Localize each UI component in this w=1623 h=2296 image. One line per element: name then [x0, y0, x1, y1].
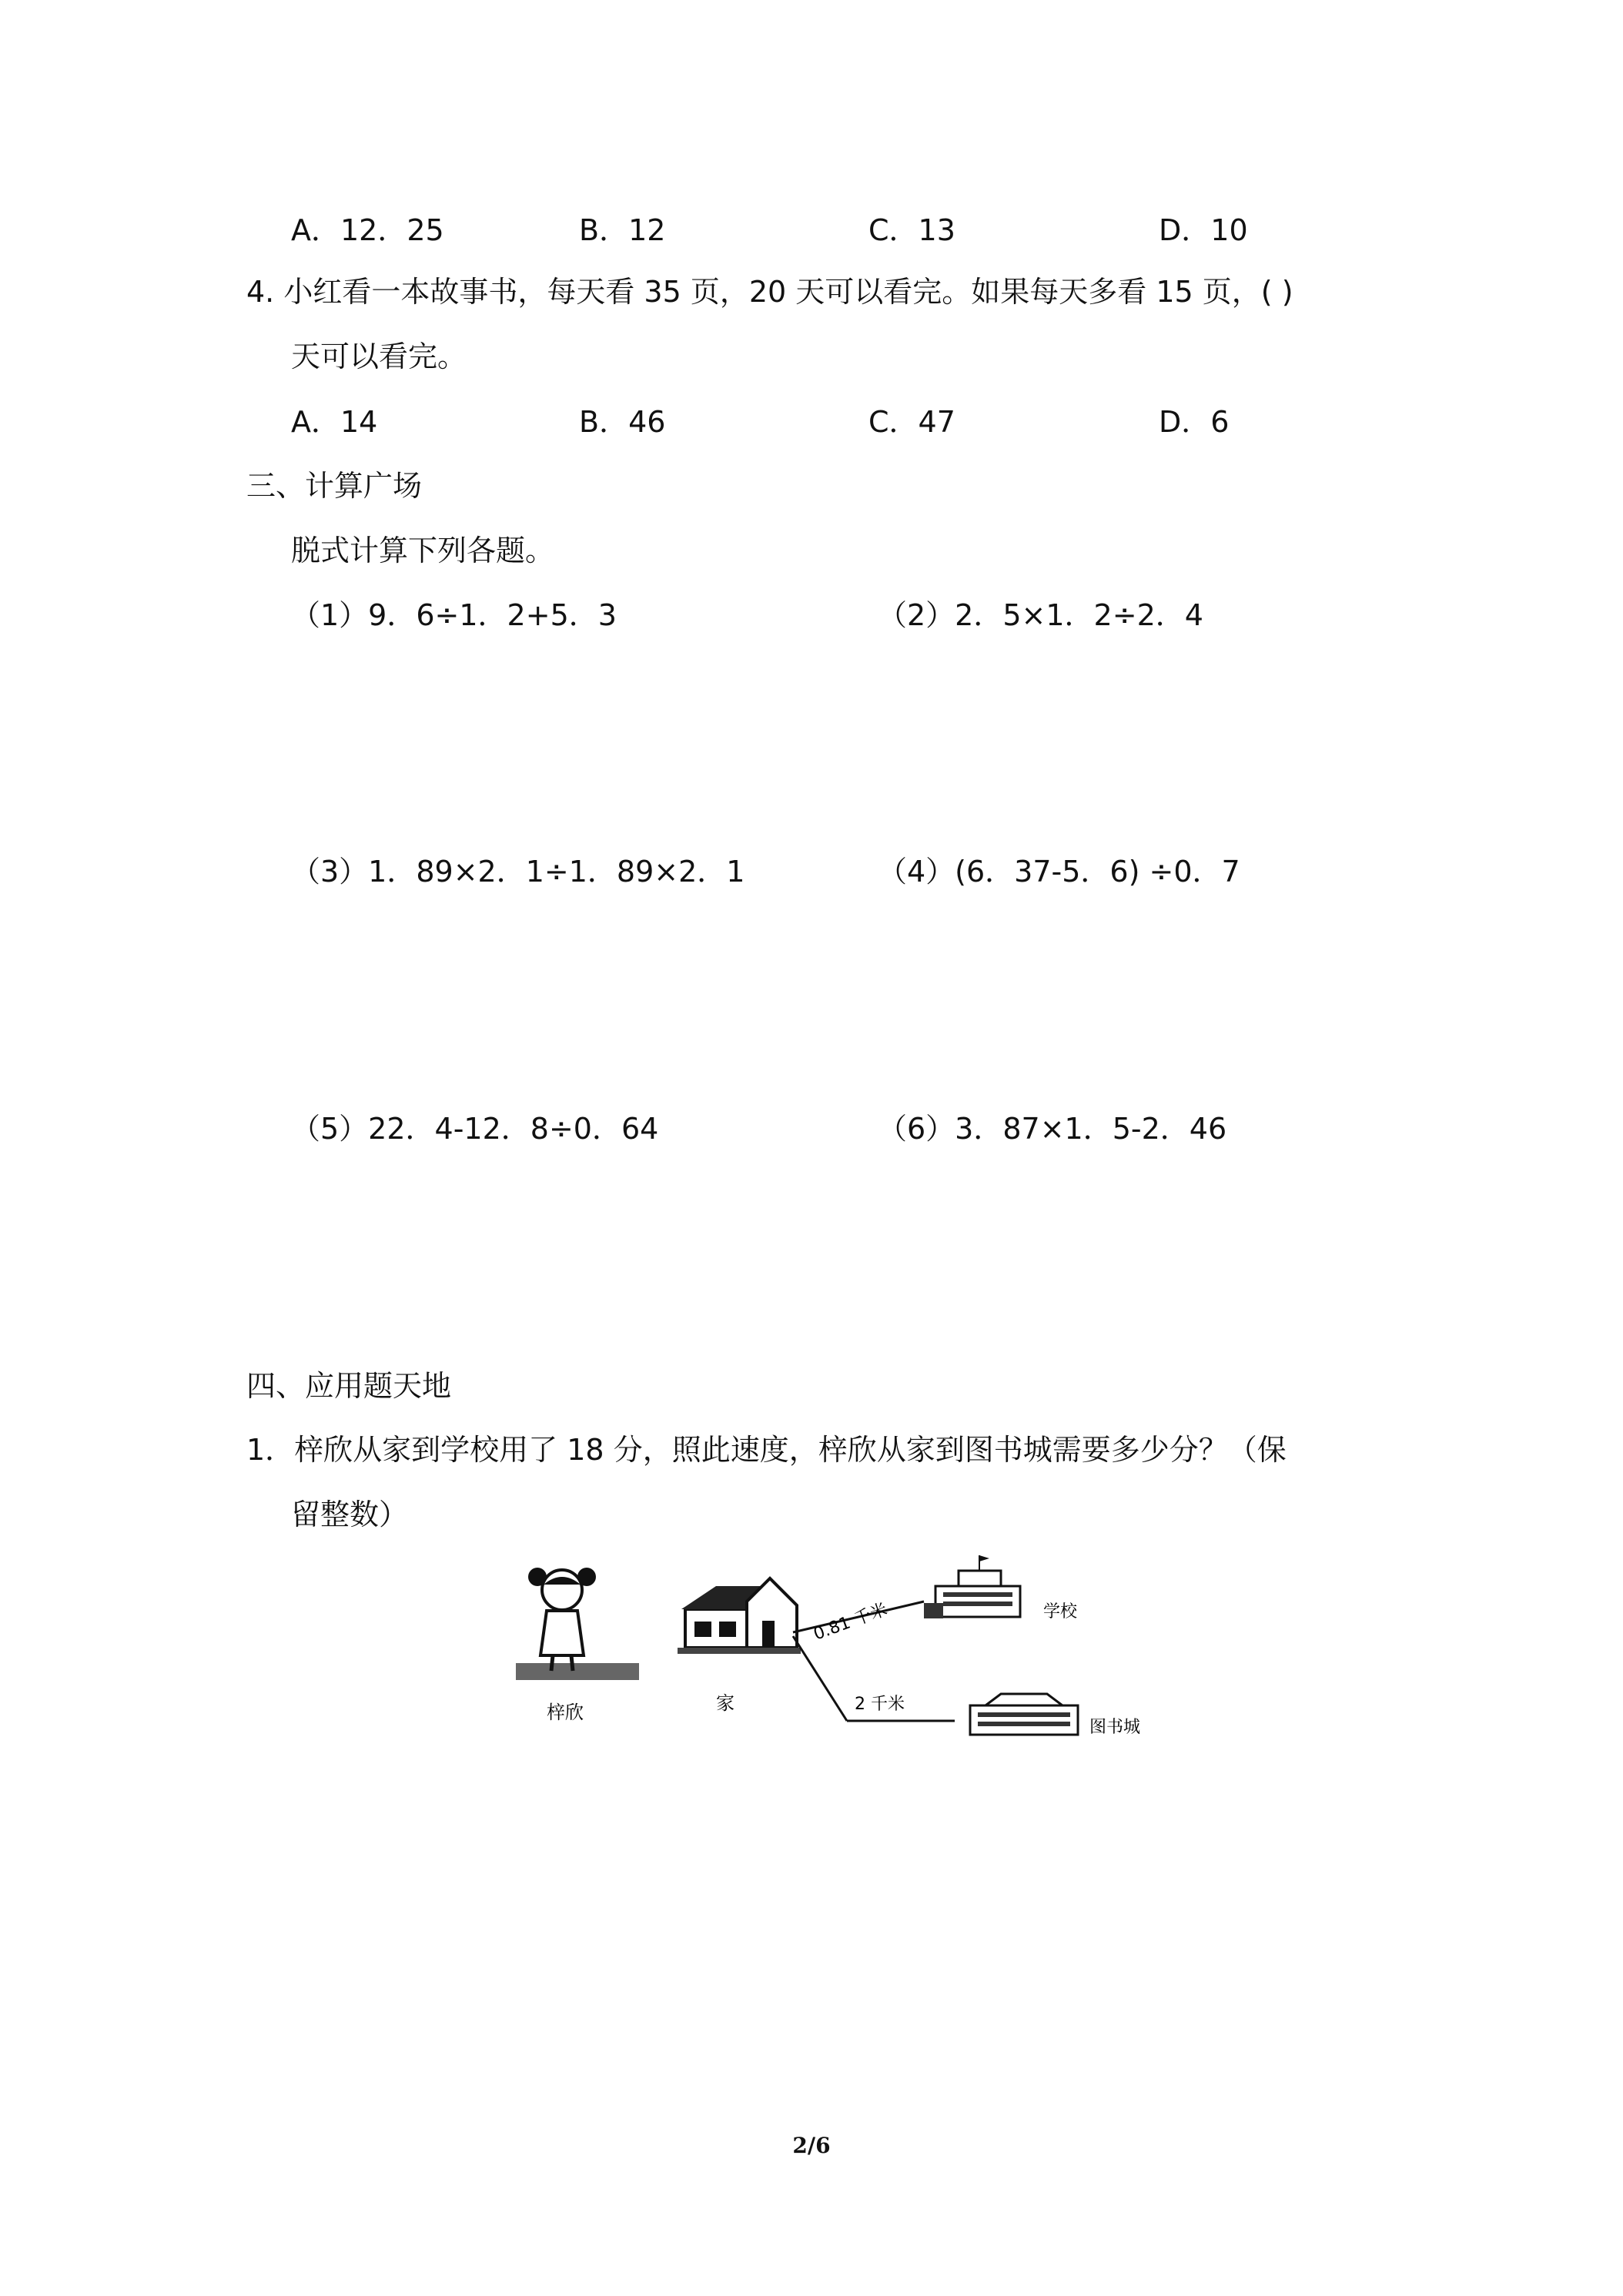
option-d: D．6: [1159, 405, 1230, 439]
problem-3: （3）1．89×2．1÷1．89×2．1: [291, 855, 745, 889]
problem-2: （2）2．5×1．2÷2．4: [878, 598, 1203, 632]
option-b: B．12: [579, 213, 666, 247]
problem-6: （6）3．87×1．5-2．46: [878, 1112, 1227, 1146]
problem-5: （5）22．4-12．8÷0．64: [291, 1112, 659, 1146]
option-c: C．47: [868, 405, 955, 439]
section-title: 四、应用题天地: [246, 1369, 452, 1403]
question-1-text: 1．梓欣从家到学校用了 18 分，照此速度，梓欣从家到图书城需要多少分？（保: [246, 1433, 1287, 1467]
library-illustration: [970, 1694, 1078, 1735]
girl-label: 梓欣: [547, 1702, 584, 1723]
route-figure: [493, 1548, 1155, 1755]
library-label: 图书城: [1089, 1718, 1141, 1737]
option-d: D．10: [1159, 213, 1248, 247]
school-distance: 0.81 千米: [811, 1599, 891, 1645]
section-instruction: 脱式计算下列各题。: [291, 534, 555, 567]
home-label: 家: [716, 1692, 735, 1714]
option-c: C．13: [868, 213, 955, 247]
problem-1: （1）9．6÷1．2+5．3: [291, 598, 617, 632]
question-4-text-cont: 天可以看完。: [291, 340, 467, 373]
question-1-text-cont: 留整数）: [291, 1498, 409, 1531]
library-distance: 2 千米: [855, 1695, 905, 1714]
option-a: A．12．25: [291, 213, 444, 247]
school-label: 学校: [1043, 1602, 1078, 1622]
option-b: B．46: [579, 405, 666, 439]
house-illustration: [678, 1578, 801, 1654]
section-title: 三、计算广场: [246, 469, 423, 503]
school-illustration: [924, 1555, 1020, 1618]
page-number: 2/6: [792, 2133, 831, 2158]
question-4-text: 4. 小红看一本故事书，每天看 35 页，20 天可以看完。如果每天多看 15 页，( ): [246, 275, 1293, 309]
girl-illustration: [516, 1568, 639, 1680]
problem-4: （4）(6．37-5．6) ÷0．7: [878, 855, 1240, 889]
option-a: A．14: [291, 405, 378, 439]
